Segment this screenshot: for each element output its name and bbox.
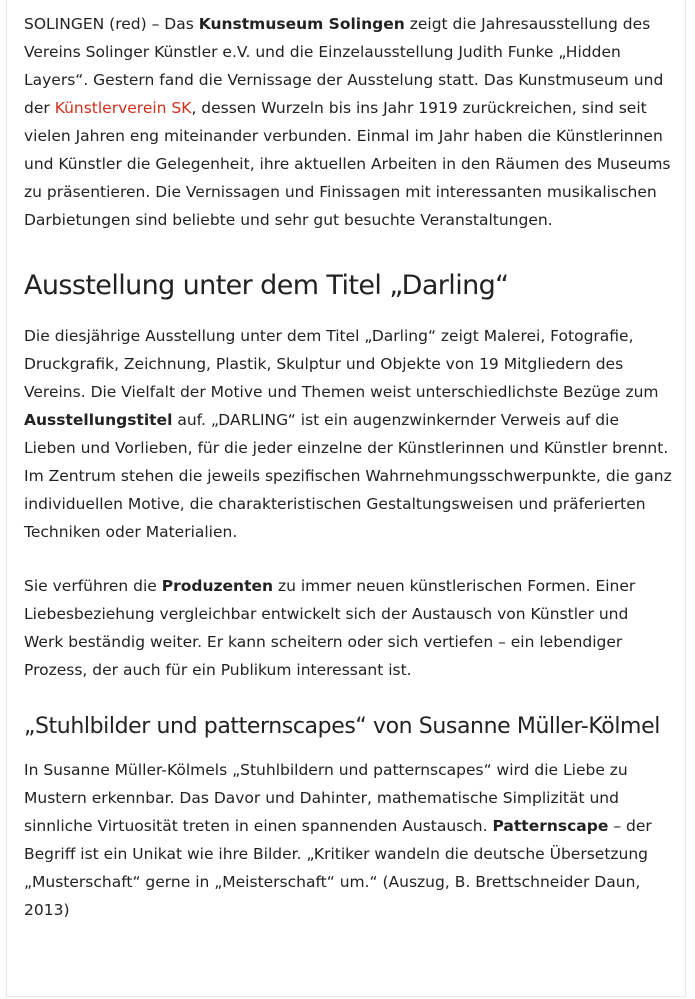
darling-paragraph	[24, 322, 672, 546]
text: Sie verführen die	[24, 577, 162, 595]
produzenten-paragraph	[24, 572, 672, 684]
patternscapes-paragraph	[24, 756, 672, 924]
section-heading-stuhlbilder: „Stuhlbilder und patternscapes“ von Susanne Müller-Kölmel	[24, 714, 660, 739]
text: SOLINGEN (red) – Das	[24, 15, 199, 33]
intro-paragraph	[24, 10, 672, 234]
bold-term-patternscape: Patternscape	[492, 817, 609, 835]
text: In Susanne Müller-Kölmels „Stuhlbildern und patternscapes“ wird die Liebe zu Mustern erkennbar. Das Davor und Dahinter, mathematische Simplizität und sinnliche Virtuosität treten in einen spannenden Austausch.	[24, 761, 628, 835]
text: – der Begriff ist ein Unikat wie ihre Bilder. „Kritiker wandeln die deutsche Übersetzung „Musterschaft“ gerne in „Meisterschaft“ um.“ (Auszug, B. Brettschneider Daun, 2013)	[24, 817, 652, 919]
section-heading-darling: Ausstellung unter dem Titel „Darling“	[24, 270, 509, 301]
text: , dessen Wurzeln bis ins Jahr 1919 zurückreichen, sind seit vielen Jahren eng miteinander verbunden. Einmal im Jahr haben die Künstlerinnen und Künstler die Gelegenheit, ihre aktuellen Arbeiten in den Räumen des Museums zu präsentieren. Die Vernissagen und Finissagen mit interessanten musikalischen Darbietungen sind beliebte und sehr gut besuchte Veranstaltungen.	[24, 99, 671, 229]
bold-term-kunstmuseum: Kunstmuseum Solingen	[198, 15, 405, 33]
text: zeigt die Jahresausstellung des Vereins Solinger Künstler e.V. und die Einzelausstellung Judith Funke „Hidden Layers“. Gestern fand die Vernissage der Ausstelung statt. Das Kunstmuseum und der	[24, 15, 664, 117]
article-body	[24, 10, 672, 924]
bold-term-produzenten: Produzenten	[161, 577, 274, 595]
text: zu immer neuen künstlerischen Formen. Einer Liebesbeziehung vergleichbar entwickelt sich der Austausch von Künstler und Werk beständig weiter. Er kann scheitern oder sich vertiefen – ein lebendiger Prozess, der auch für ein Publikum interessant ist.	[24, 577, 636, 679]
kuenstlerverein-link[interactable]: Künstlerverein SK	[54, 99, 192, 117]
bold-term-ausstellungstitel: Ausstellungstitel	[24, 411, 173, 429]
text: Die diesjährige Ausstellung unter dem Titel „Darling“ zeigt Malerei, Fotografie, Druckgrafik, Zeichnung, Plastik, Skulptur und Objekte von 19 Mitgliedern des Vereins. Die Vielfalt der Motive und Themen weist unterschiedlichste Bezüge zum	[24, 327, 659, 401]
text: auf. „DARLING“ ist ein augenzwinkernder Verweis auf die Lieben und Vorlieben, für die jeder einzelne der Künstlerinnen und Künstler brennt. Im Zentrum stehen die jeweils spezifischen Wahrnehmungsschwerpunkte, die ganz individuellen Motive, die charakteristischen Gestaltungsweisen und präferierten Techniken oder Materialien.	[24, 411, 672, 541]
